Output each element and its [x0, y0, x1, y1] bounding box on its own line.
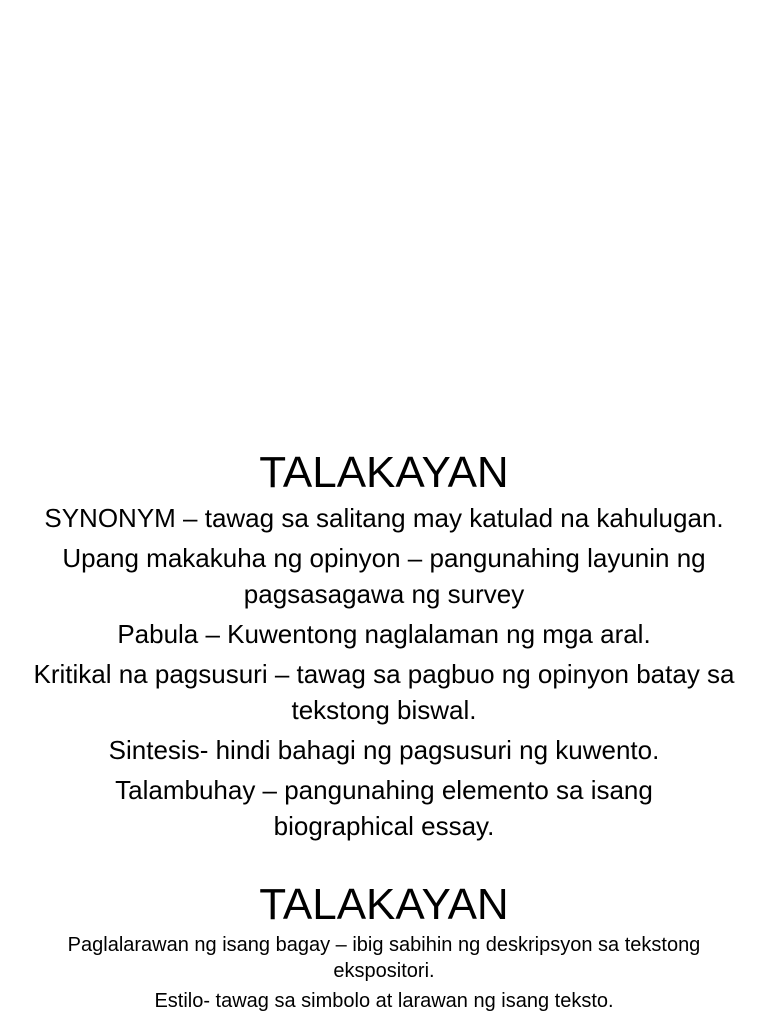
slide-body [0, 932, 768, 1014]
slide-line: Talambuhay – pangunahing elemento sa isang biographical essay. [115, 775, 653, 841]
slide-line: Sintesis- hindi bahagi ng pagsusuri ng kuwento. [108, 735, 660, 765]
slide-title: TALAKAYAN [259, 880, 509, 929]
slide-line: Pabula – Kuwentong naglalaman ng mga aral. [117, 619, 651, 649]
slide-title: TALAKAYAN [259, 448, 509, 497]
slide-line: Kritikal na pagsusuri – tawag sa pagbuo ng opinyon batay sa tekstong biswal. [33, 659, 735, 725]
slide-line: SYNONYM – tawag sa salitang may katulad na kahulugan. [44, 503, 724, 533]
slide-2 [0, 878, 768, 1018]
slide-line: Paglalarawan ng isang bagay – ibig sabihin ng deskripsyon sa tekstong ekspositori. [67, 934, 701, 982]
slide-body [0, 500, 768, 844]
slide-line: Upang makakuha ng opinyon – pangunahing layunin ng pagsasagawa ng survey [62, 543, 706, 609]
slide-1 [0, 446, 768, 848]
slide-line: Estilo- tawag sa simbolo at larawan ng isang teksto. [154, 990, 614, 1012]
